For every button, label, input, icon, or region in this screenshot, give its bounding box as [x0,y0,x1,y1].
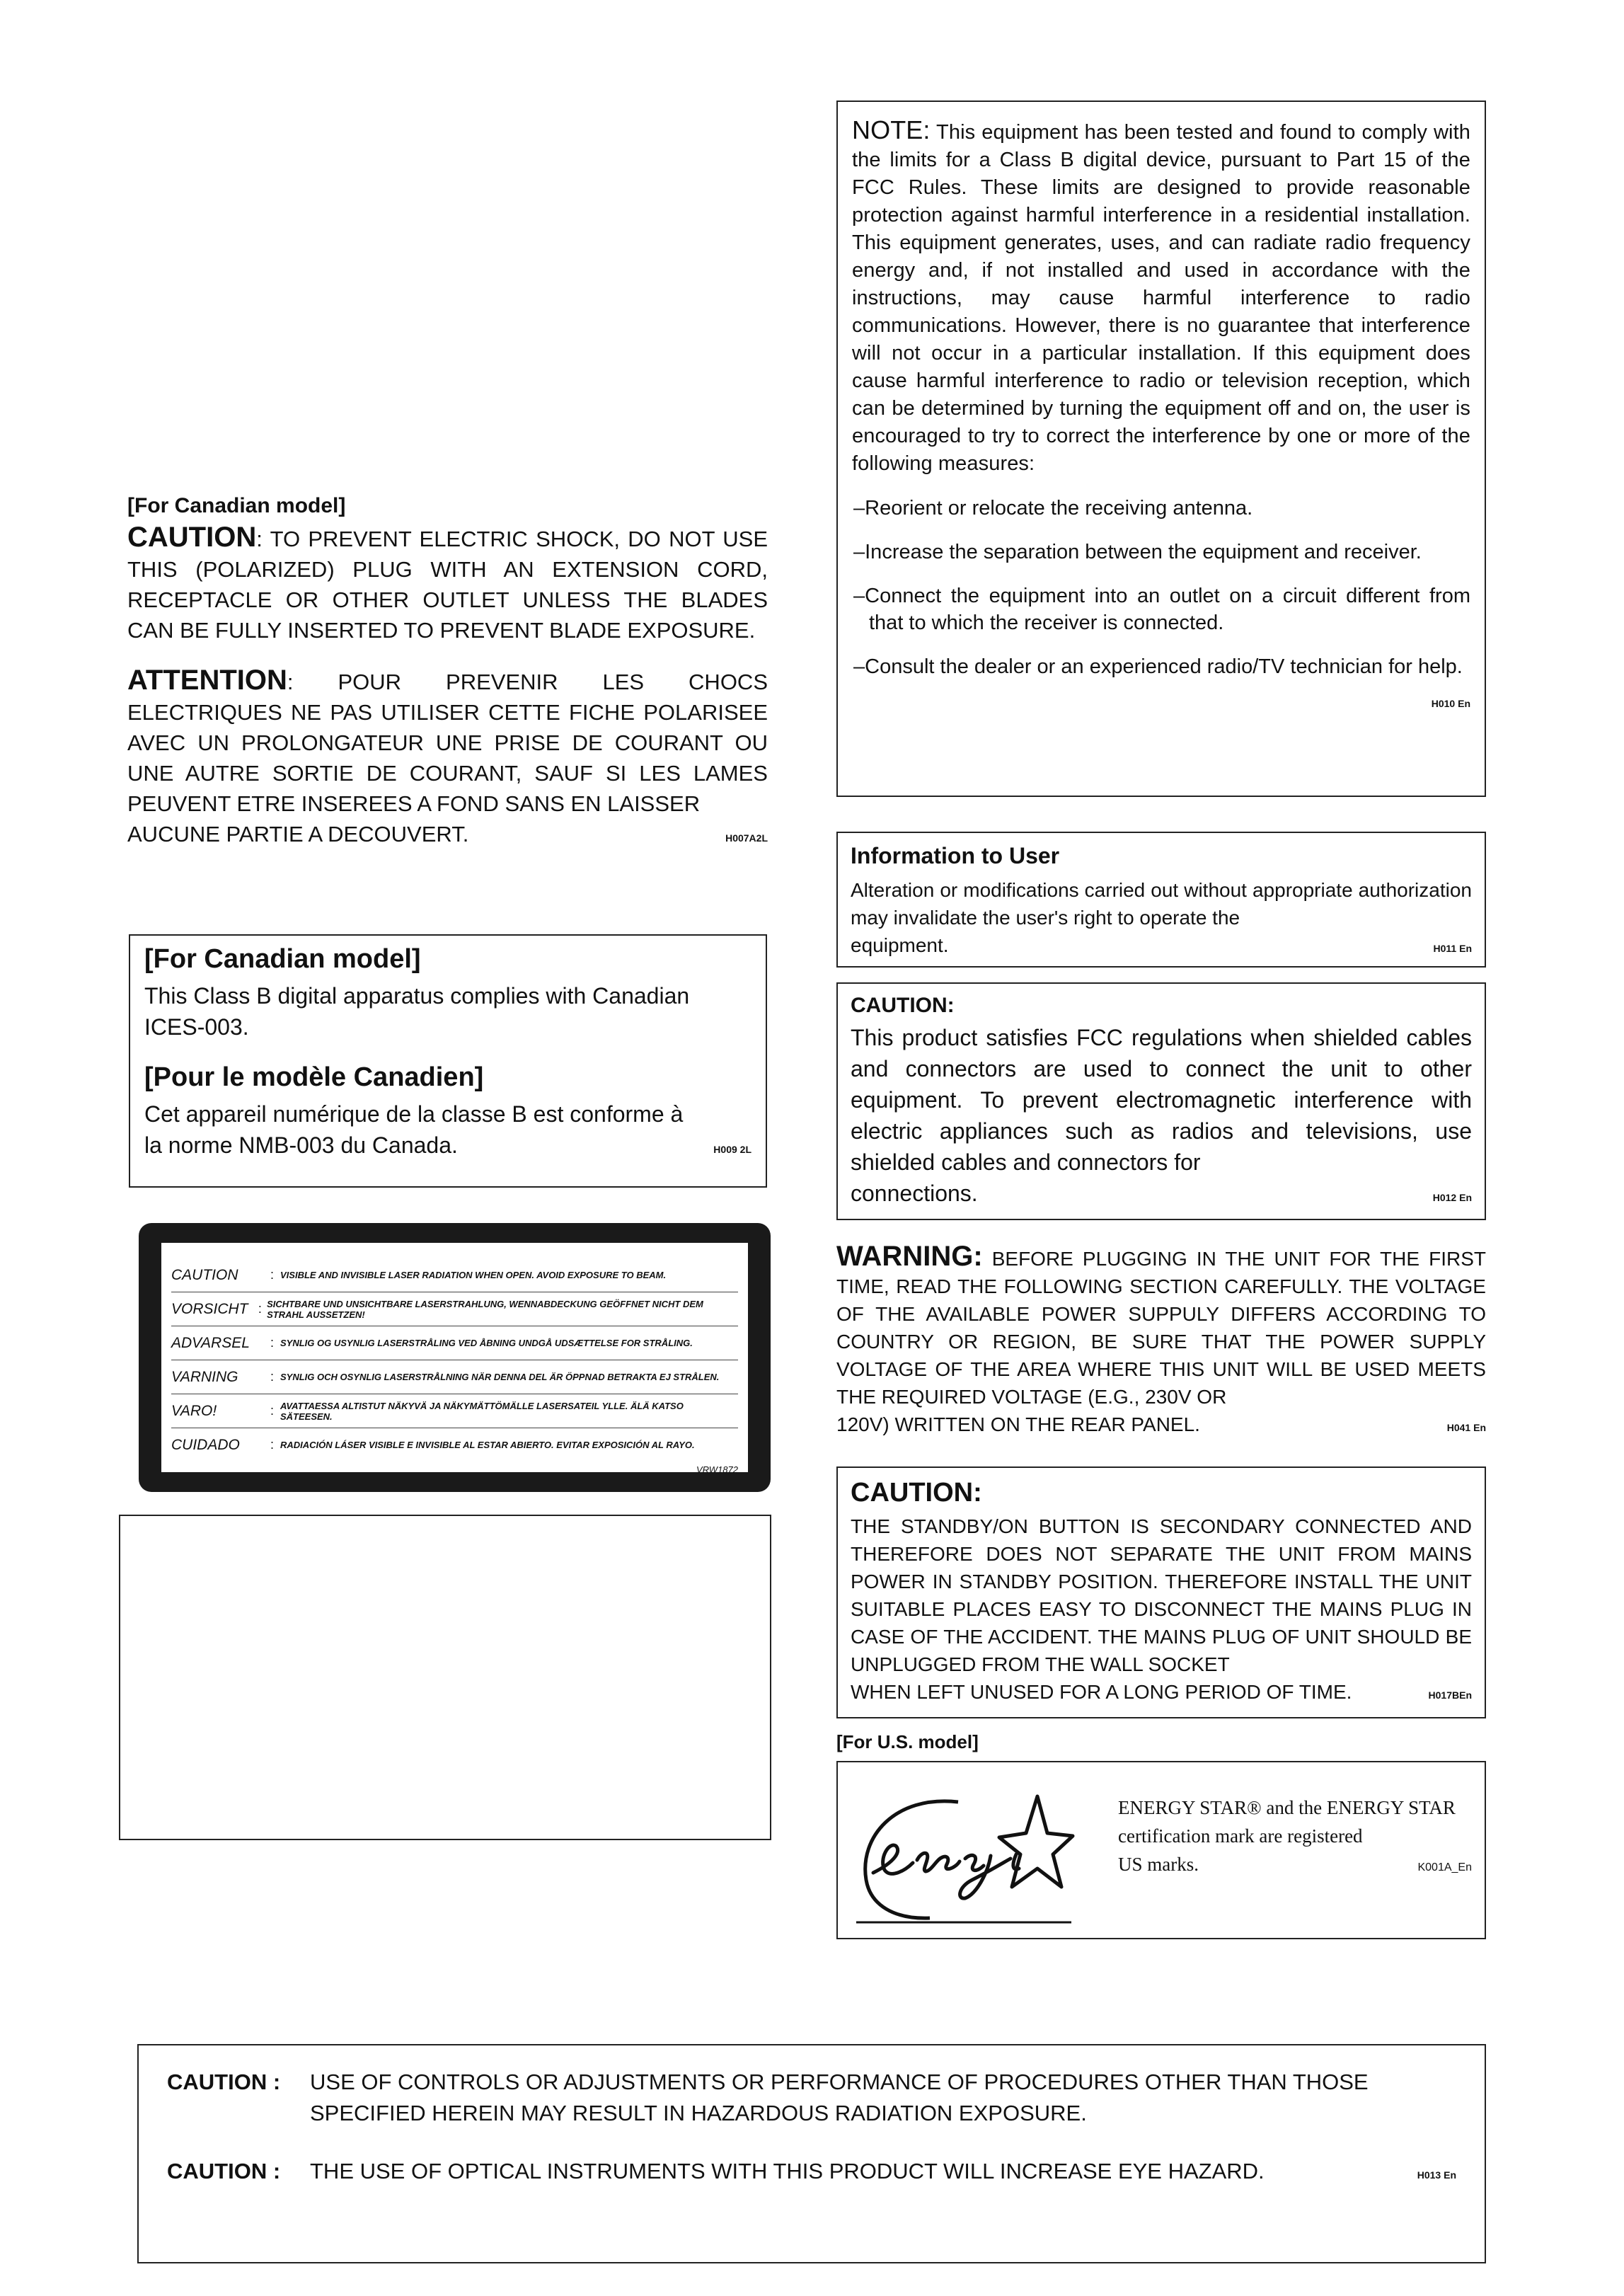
info-text: Alteration or modifications carried out without appropriate authorization may invalidate the user's right to operate the [851,879,1472,929]
canadian-box-heading-fr: [Pour le modèle Canadien] [144,1062,484,1092]
warning-last-line [836,1411,1486,1442]
warning-text [836,1243,1486,1411]
laser-label-inner [161,1243,748,1475]
note-lead: NOTE: [852,115,931,144]
standby-text: THE STANDBY/ON BUTTON IS SECONDARY CONNECTED AND THEREFORE DOES NOT SEPARATE THE UNIT FROM MAINS POWER IN STANDBY POSITION. THEREFORE INSTALL THE UNIT SUITABLE PLACES EASY TO DISCONNECT THE MAINS PLUG IN CASE OF THE ACCIDENT. THE MAINS PLUG OF UNIT SHOULD BE UNPLUGGED FROM THE WALL SOCKET [851,1515,1472,1675]
attention-body: : POUR PREVENIR LES CHOCS ELECTRIQUES NE PAS UTILISER CETTE FICHE POLARISEE AVEC UN PROLONGATEUR UNE PRISE DE COURANT OU UNE AUTRE SORTIE DE COURANT, SAUF SI LES LAMES PEUVENT ETRE INSEREES A FOND SANS EN LAISSER [127,670,768,816]
measure-item: –Reorient or relocate the receiving antenna. [853,497,1253,520]
energy-last-line [1118,1850,1472,1882]
fcc-caution-text-last: connections. [851,1181,978,1206]
fcc-note-text [852,116,1470,478]
laser-row: CUIDADO : RADIACIÓN LÁSER VISIBLE E INVISIBLE AL ESTAR ABIERTO. EVITAR EXPOSICIÓN AL RAYO. [171,1436,695,1453]
fcc-note-box [836,101,1486,797]
measure-item [852,653,1470,709]
fcc-caution-code: H012 En [1432,1192,1472,1203]
laser-code: VRW1872 [696,1464,738,1475]
canadian-box-text-fr: Cet appareil numérique de la classe B est conforme à [144,1101,684,1127]
fcc-caution-box [836,982,1486,1220]
laser-msg: AVATTAESSA ALTISTUT NÄKYVÄ JA NÄKYMÄTTÖMÄLLE LASERSATEIL YLLE. ÄLÄ KATSO SÄTEESEN. [280,1400,684,1422]
canadian-model-box [129,934,767,1188]
bottom-caution-box [137,2044,1486,2263]
laser-warning-label [139,1223,771,1492]
canadian-caution-text [127,522,768,645]
warning-text-last: 120V) WRITTEN ON THE REAR PANEL. [836,1413,1200,1435]
laser-lang: VARO! [171,1402,217,1419]
info-text-last: equipment. [851,934,949,956]
attention-text [127,665,768,819]
bottom-caution-code: H013 En [1417,2169,1456,2181]
attention-lead: ATTENTION [127,665,287,696]
laser-row: VARO! : AVATTAESSA ALTISTUT NÄKYVÄ JA NÄKYMÄTTÖMÄLLE LASERSATEIL YLLE. ÄLÄ KATSO SÄTEESEN. [171,1394,738,1428]
laser-lang: CUIDADO [171,1436,240,1453]
canadian-box-last-line [144,1130,751,1165]
measure-item: –Connect the equipment into an outlet on a circuit different from that to which the receiver is connected. [853,585,1470,634]
standby-caution-box [836,1466,1486,1718]
laser-lang: CAUTION [171,1266,238,1283]
standby-code: H017BEn [1428,1689,1472,1701]
energy-text-body: ENERGY STAR® and the ENERGY STAR certification mark are registered [1118,1797,1456,1847]
standby-heading: CAUTION: [851,1478,982,1508]
canadian-box-heading-en: [For Canadian model] [144,944,421,974]
attention-code: H007A2L [725,832,768,844]
bottom-caution-text: THE USE OF OPTICAL INSTRUMENTS WITH THIS PRODUCT WILL INCREASE EYE HAZARD. [310,2159,1265,2183]
canadian-heading: [For Canadian model] [127,494,346,517]
energy-star-text [1118,1793,1472,1882]
info-code: H011 En [1433,943,1472,954]
warning-lead: WARNING: [836,1241,983,1272]
bottom-caution-text-row [310,2156,1456,2191]
note-body: This equipment has been tested and found to comply with the limits for a Class B digital device, pursuant to Part 15 of the FCC Rules. These limits are designed to provide reasonable protection against harmful interference in a residential installation. This equipment generates, uses, and can radiate radio frequency energy and, if not installed and used in accordance with the instructions, may cause harmful interference to radio communications. However, there is no guarantee that interference will not occur in a particular installation. If this equipment does cause harmful interference to radio or television reception, which can be determined by turning the equipment off and on, the user is encouraged to try to correct the interference by one or more of the following measures: [852,121,1470,475]
bottom-caution-label: CAUTION : [167,2159,281,2183]
canadian-caution-block [127,494,768,854]
laser-lang: VARNING [171,1368,238,1385]
bottom-caution-label: CAUTION : [167,2070,281,2094]
warning-body: BEFORE PLUGGING IN THE UNIT FOR THE FIRST TIME, READ THE FOLLOWING SECTION CAREFULLY. THE VOLTAGE OF THE AVAILABLE POWER SUPPULY DIFFERS ACCORDING TO COUNTRY OR REGION, BE SURE THAT THE POWER SUPPLY VOLTAGE OF THE AREA WHERE THIS UNIT WILL BE USED MEETS THE REQUIRED VOLTAGE (E.G., 230V OR [836,1248,1486,1408]
laser-msg: SICHTBARE UND UNSICHTBARE LASERSTRAHLUNG, WENNABDECKUNG GEÖFFNET NICHT DEM STRAHL AUSSETZEN! [267,1298,703,1320]
note-code: H010 En [1431,698,1470,709]
energy-star-box [836,1761,1486,1939]
laser-lang: VORSICHT [171,1300,248,1317]
canadian-box-text-fr-last: la norme NMB-003 du Canada. [144,1132,458,1158]
laser-lang: ADVARSEL [171,1334,250,1351]
energy-code: K001A_En [1417,1861,1472,1873]
energy-star-logo-icon [852,1781,1076,1927]
info-to-user-box [836,832,1486,968]
standby-last-line [851,1678,1472,1709]
laser-msg: SYNLIG OCH OSYNLIG LASERSTRÅLNING NÄR DENNA DEL ÄR ÖPPNAD BETRAKTA EJ STRÅLEN. [280,1372,720,1382]
caution-body: : TO PREVENT ELECTRIC SHOCK, DO NOT USE THIS (POLARIZED) PLUG WITH AN EXTENSION CORD, RECEPTACLE OR OTHER OUTLET UNLESS THE BLADES CAN BE FULLY INSERTED TO PREVENT BLADE EXPOSURE. [127,527,768,643]
warning-block [836,1243,1486,1442]
info-last-line [851,931,1472,963]
blank-box [119,1515,771,1840]
caution-lead: CAUTION [127,522,257,553]
us-model-label: [For U.S. model] [836,1731,979,1752]
bottom-caution-row [167,2156,1456,2191]
laser-row: VORSICHT : SICHTBARE UND UNSICHTBARE LASERSTRAHLUNG, WENNABDECKUNG GEÖFFNET NICHT DEM STRAHL AUSSETZEN! [171,1292,738,1326]
laser-msg: VISIBLE AND INVISIBLE LASER RADIATION WHEN OPEN. AVOID EXPOSURE TO BEAM. [280,1270,667,1280]
fcc-caution-text: This product satisfies FCC regulations when shielded cables and connectors are used to connect the unit to other equipment. To prevent electromagnetic interference with electric appliances such as radios and televisions, use shielded cables and connectors for [851,1025,1472,1175]
bottom-caution-text: USE OF CONTROLS OR ADJUSTMENTS OR PERFORMANCE OF PROCEDURES OTHER THAN THOSE SPECIFIED HEREIN MAY RESULT IN HAZARDOUS RADIATION EXPOSURE. [310,2070,1369,2125]
measure-last-text: –Consult the dealer or an experienced radio/TV technician for help. [853,655,1463,678]
info-heading: Information to User [851,843,1060,868]
canadian-box-text-en: This Class B digital apparatus complies with Canadian ICES-003. [144,983,690,1040]
laser-row: VARNING : SYNLIG OCH OSYNLIG LASERSTRÅLNING NÄR DENNA DEL ÄR ÖPPNAD BETRAKTA EJ STRÅLEN. [171,1360,738,1394]
fcc-caution-heading: CAUTION: [851,994,955,1017]
attention-last: AUCUNE PARTIE A DECOUVERT. [127,822,469,846]
laser-msg: RADIACIÓN LÁSER VISIBLE E INVISIBLE AL ESTAR ABIERTO. EVITAR EXPOSICIÓN AL RAYO. [280,1440,695,1450]
energy-text-last: US marks. [1118,1854,1199,1875]
laser-row: ADVARSEL : SYNLIG OG USYNLIG LASERSTRÅLING VED ÅBNING UNDGÅ UDSÆTTELSE FOR STRÅLING. [171,1326,738,1360]
warning-code: H041 En [1446,1422,1486,1433]
standby-text-last: WHEN LEFT UNUSED FOR A LONG PERIOD OF TIME. [851,1681,1352,1703]
attention-last-line [127,819,768,854]
canadian-box-code: H009 2L [713,1144,751,1155]
laser-row: CAUTION : VISIBLE AND INVISIBLE LASER RADIATION WHEN OPEN. AVOID EXPOSURE TO BEAM. [171,1258,738,1292]
laser-msg: SYNLIG OG USYNLIG LASERSTRÅLING VED ÅBNING UNDGÅ UDSÆTTELSE FOR STRÅLING. [280,1338,693,1348]
measure-item: –Increase the separation between the equipment and receiver. [853,541,1422,563]
bottom-caution-row [167,2067,1456,2129]
fcc-caution-last-line [851,1178,1472,1213]
